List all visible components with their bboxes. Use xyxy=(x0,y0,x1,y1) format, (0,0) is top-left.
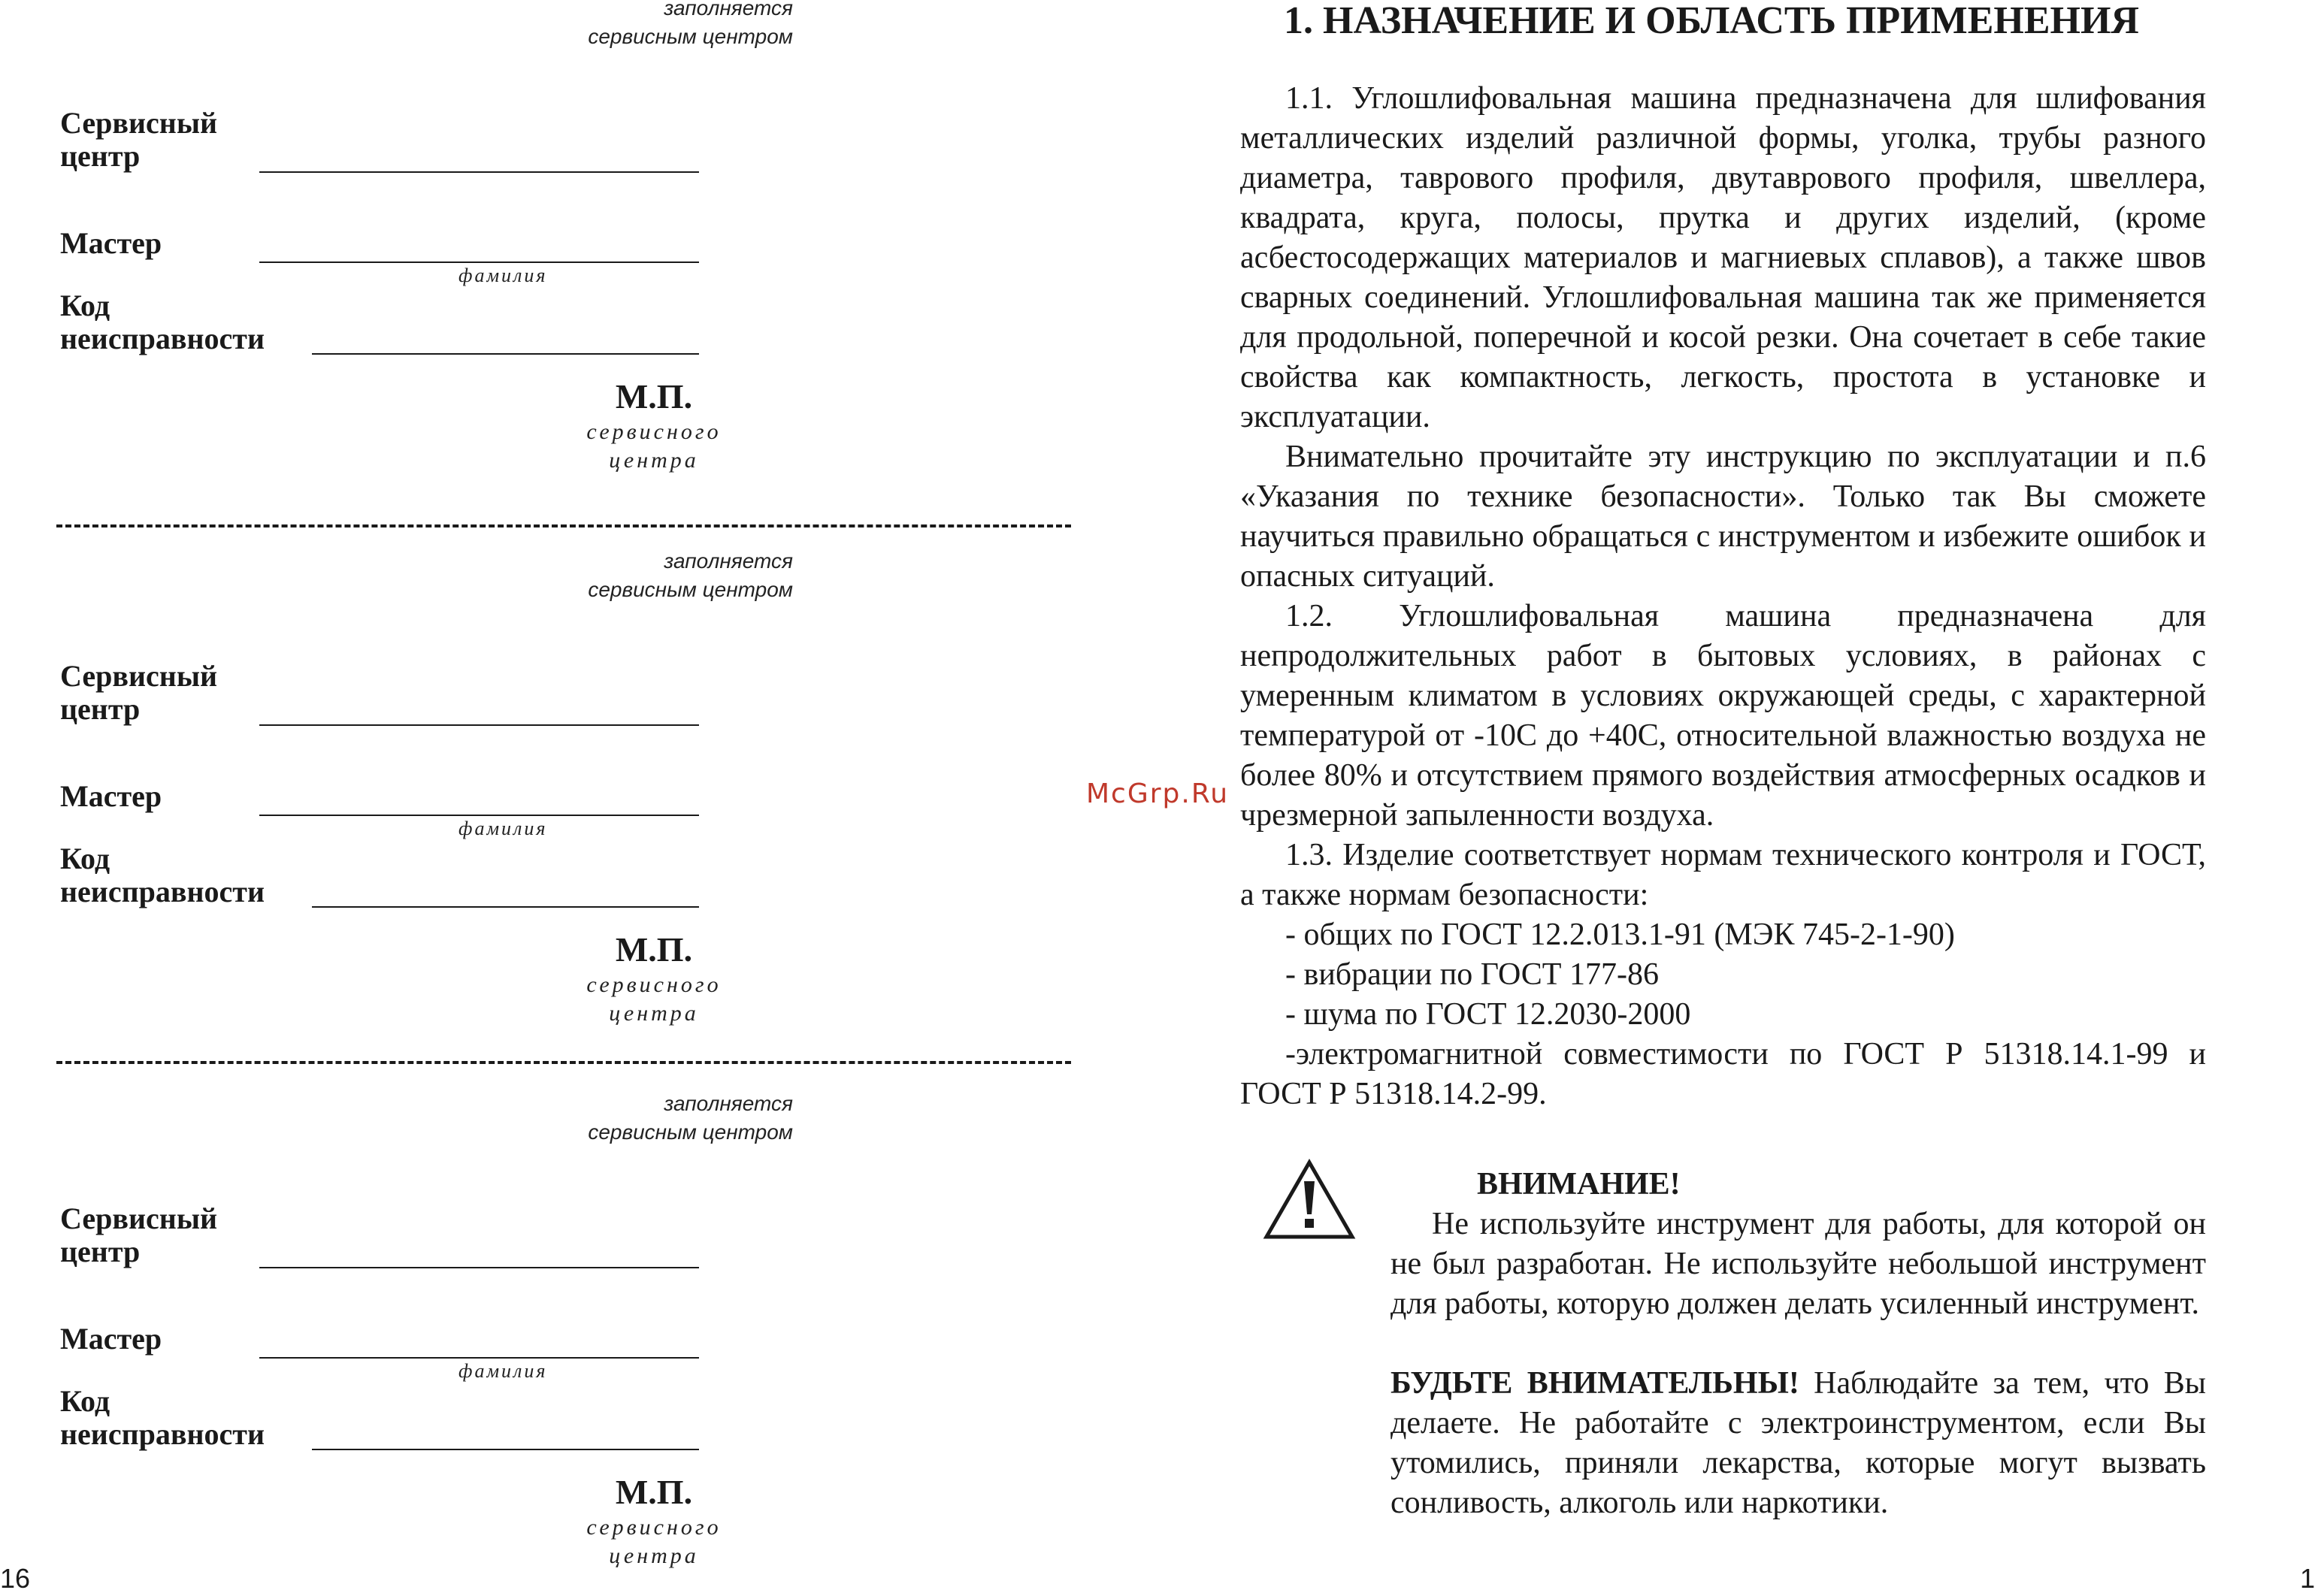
filled-by-note: заполняется сервисным центром xyxy=(588,1092,793,1144)
master-line xyxy=(259,815,699,816)
fault-code-line xyxy=(312,1449,699,1450)
master-line xyxy=(259,261,699,263)
master-label: Мастер xyxy=(60,226,162,260)
service-coupon-3 xyxy=(60,1090,793,1570)
standard-item: - общих по ГОСТ 12.2.013.1-91 (МЭК 745-2-1-90) xyxy=(1285,917,1955,952)
paragraph-1-3: 1.3. Изделие соответствует нормам технического контроля и ГОСТ, а также нормам безопасности: xyxy=(1240,838,2206,912)
master-caption: фамилия xyxy=(458,1360,548,1382)
cut-line xyxy=(56,524,1071,527)
service-coupon-2 xyxy=(60,547,793,1028)
careful-paragraph xyxy=(1391,1364,2206,1523)
paragraph-1-1: 1.1. Углошлифовальная машина предназначена для шлифования металлических изделий различной формы, уголка, трубы разного диаметра, таврового профиля, двутаврового профиля, швеллера, квадрата, круга, полосы, прутка и других изделий, (кроме асбестосодержащих материалов и магниевых сплавов), а также швов сварных соединений. Углошлифовальная машина так же применяется для продольной, поперечной и косой резки. Она сочетает в себе такие свойства как компактность, легкость, простота в установке и эксплуатации. xyxy=(1240,81,2206,434)
stamp-label: М.П. xyxy=(615,930,693,969)
service-center-label: Сервисный центр xyxy=(60,659,218,726)
cut-line xyxy=(56,1061,1071,1064)
standard-item: -электромагнитной совместимости по ГОСТ Р 51318.14.1-99 и ГОСТ Р 51318.14.2-99. xyxy=(1240,1037,2206,1111)
watermark: McGrp.Ru xyxy=(1086,778,1230,809)
body-text xyxy=(1240,79,2206,1114)
service-coupon-1 xyxy=(60,0,793,475)
service-center-label: Сервисный центр xyxy=(60,106,218,173)
master-label: Мастер xyxy=(60,1322,162,1356)
careful-text: Наблюдайте за тем, что Вы делаете. Не работайте с электроинструментом, если Вы утомились, приняли лекарства, которые могут вызвать сонливость, алкоголь или наркотики. xyxy=(1391,1366,2207,1520)
stamp-area: М.П. сервисного центра xyxy=(541,929,767,1028)
paragraph-1-2: 1.2. Углошлифовальная машина предназначена для непродолжительных работ в бытовых условиях, в районах с умеренным климатом в условиях окружающей среды, с характерной температурой от -10С до +40С, относительной влажностью воздуха не более 80% и отсутствием прямого воздействия атмосферных осадков и чрезмерной запыленности воздуха. xyxy=(1240,599,2206,833)
warning-block xyxy=(1391,1165,2206,1523)
fault-code-label: Код неисправности xyxy=(60,289,265,355)
warning-text: Не используйте инструмент для работы, для которой он не был разработан. Не используйте небольшой инструмент для работы, которую должен делать усиленный инструмент. xyxy=(1391,1207,2206,1321)
service-center-line xyxy=(259,171,699,173)
standard-item: - вибрации по ГОСТ 177-86 xyxy=(1285,957,1659,992)
fault-code-line xyxy=(312,353,699,355)
paragraph-read-instructions: Внимательно прочитайте эту инструкцию по эксплуатации и п.6 «Указания по технике безопасности». Только так Вы сможете научиться правильно обращаться с инструментом и избежите ошибок и опасных ситуаций. xyxy=(1240,440,2206,594)
master-caption: фамилия xyxy=(458,818,548,839)
stamp-area: М.П. сервисного центра xyxy=(541,376,767,475)
page-number: 16 xyxy=(0,1563,31,1594)
service-center-line xyxy=(259,724,699,726)
left-page xyxy=(0,0,1127,1596)
filled-by-note: заполняется сервисным центром xyxy=(588,0,793,48)
fault-code-label: Код неисправности xyxy=(60,842,265,908)
master-caption: фамилия xyxy=(458,264,548,286)
warning-title: ВНИМАНИЕ! xyxy=(1477,1167,1681,1202)
section-title: 1. НАЗНАЧЕНИЕ И ОБЛАСТЬ ПРИМЕНЕНИЯ xyxy=(1284,0,2139,42)
master-line xyxy=(259,1357,699,1359)
standard-item: - шума по ГОСТ 12.2030-2000 xyxy=(1285,997,1691,1032)
service-center-line xyxy=(259,1267,699,1268)
filled-by-note: заполняется сервисным центром xyxy=(588,549,793,601)
warning-triangle-icon xyxy=(1263,1159,1356,1241)
service-center-label: Сервисный центр xyxy=(60,1202,218,1268)
master-label: Мастер xyxy=(60,779,162,813)
fault-code-label: Код неисправности xyxy=(60,1384,265,1451)
careful-label: БУДЬТЕ ВНИМАТЕЛЬНЫ! xyxy=(1391,1366,1799,1401)
right-page xyxy=(1158,0,2315,1596)
stamp-label: М.П. xyxy=(615,1473,693,1511)
fault-code-line xyxy=(312,906,699,908)
stamp-area: М.П. сервисного центра xyxy=(541,1471,767,1570)
stamp-label: М.П. xyxy=(615,377,693,416)
page-number: 1 xyxy=(2299,1563,2315,1594)
